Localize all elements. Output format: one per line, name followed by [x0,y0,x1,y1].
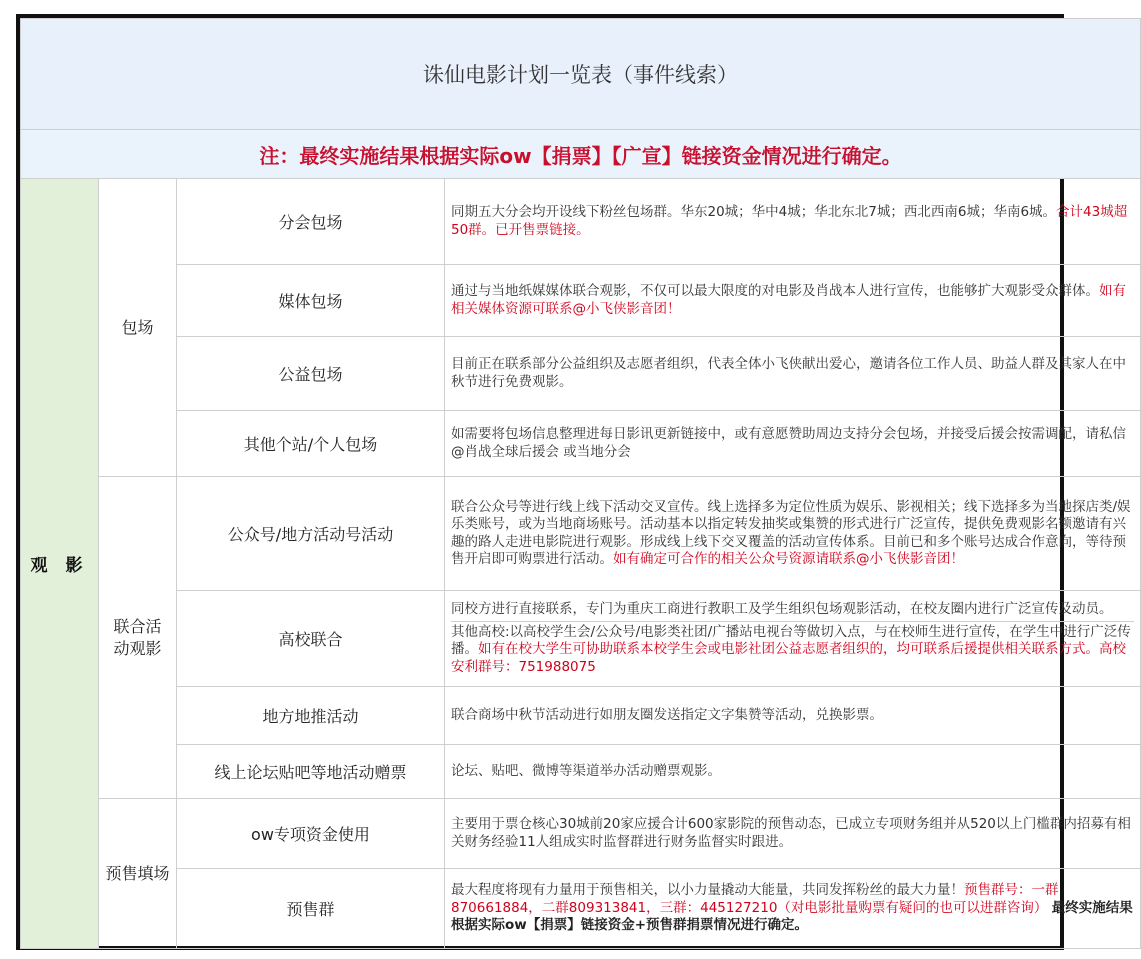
item-desc [445,799,1141,869]
desc-text: 同校方进行直接联系，专门为重庆工商进行教职工及学生组织包场观影活动，在校友圈内进行广泛宣传及动员。 [451,601,1134,622]
item-name: 其他个站/个人包场 [177,411,445,477]
desc-highlight: 预售群号：一群 870661884，二群809313841，三群：445127210（对电影批量购票有疑问的也可以进群咨询） [451,882,1059,916]
desc-highlight: 如有在校大学生可协助联系本校学生会或电影社团公益志愿者组织的，均可联系后援提供相关联系方式。高校安利群号：751988075 [451,641,1126,675]
item-name: 线上论坛贴吧等地活动赠票 [177,745,445,799]
item-desc [445,477,1141,591]
item-name: 公益包场 [177,337,445,411]
item-desc [445,179,1141,265]
desc-strong: 最终实施结果根据实际ow【捐票】链接资金+预售群捐票情况进行确定。 [451,899,1133,934]
desc-text: 论坛、贴吧、微博等渠道举办活动赠票观影。 [451,762,721,779]
desc-text: 通过与当地纸媒媒体联合观影，不仅可以最大限度的对电影及肖战本人进行宣传，也能够扩大观影受众群体。 [451,283,1099,299]
item-name: 地方地推活动 [177,687,445,745]
item-desc [445,265,1141,337]
item-desc [445,411,1141,477]
item-name: 公众号/地方活动号活动 [177,477,445,591]
group-label-line: 联合活 [113,616,162,636]
table-row [21,337,1141,411]
item-name: 分会包场 [177,179,445,265]
table-row [21,411,1141,477]
group-label [99,477,177,799]
table-row [21,687,1141,745]
desc-text: 同期五大分会均开设线下粉丝包场群。华东20城；华中4城；华北东北7城；西北西南6城；华南6城。 [451,204,1057,220]
table-row [21,265,1141,337]
group-label: 包场 [99,179,177,477]
table-row [21,179,1141,265]
item-desc [445,591,1141,687]
item-name: 预售群 [177,869,445,949]
desc-text: 联合公众号等进行线上线下活动交叉宣传。线上选择多为定位性质为娱乐、影视相关；线下选择多为当地探店类/娱乐类账号，或为当地商场账号。活动基本以指定转发抽奖或集赞的形式进行广泛宣传，提供免费观影名额邀请有兴趣的路人走进电影院进行观影。形成线上线下交叉覆盖的活动宣传体系。目前已和多个账号达成合作意向，等待预售开启即可购票进行活动。 [451,498,1131,567]
item-desc [445,337,1141,411]
table-row [21,591,1141,687]
item-desc [445,745,1141,799]
note-banner: 注：最终实施结果根据实际ow【捐票】【广宣】链接资金情况进行确定。 [21,130,1141,179]
desc-text: 目前正在联系部分公益组织及志愿者组织，代表全体小飞侠献出爱心，邀请各位工作人员、助益人群及其家人在中秋节进行免费观影。 [451,356,1126,390]
desc-text-2: 其他高校:以高校学生会/公众号/电影类社团/广播站电视台等做切入点，与在校师生进行宣传，在学生中进行广泛传播。 [451,623,1131,657]
document-frame [16,14,1133,950]
table-row [21,745,1141,799]
item-desc [445,687,1141,745]
item-name: 高校联合 [177,591,445,687]
desc-text: 主要用于票仓核心30城前20家应援合计600家影院的预售动态，已成立专项财务组并从520以上门槛群内招募有相关财务经验11人组成实时监督群进行财务监督实时跟进。 [451,816,1131,850]
plan-table [20,18,1141,949]
item-name: 媒体包场 [177,265,445,337]
group-label: 预售填场 [99,799,177,949]
item-name: ow专项资金使用 [177,799,445,869]
group-label-line: 动观影 [113,638,162,658]
note-row [21,130,1141,179]
desc-text: 联合商场中秋节活动进行如朋友圈发送指定文字集赞等活动，兑换影票。 [451,706,883,723]
desc-highlight: 合计43城超50群。已开售票链接。 [451,204,1128,238]
desc-highlight: 如有确定可合作的相关公众号资源请联系@小飞侠影音团！ [613,551,964,567]
table-row [21,477,1141,591]
desc-text: 最大程度将现有力量用于预售相关，以小力量撬动大能量，共同发挥粉丝的最大力量！ [451,882,964,899]
table-row [21,799,1141,869]
title-row [21,19,1141,130]
item-desc [445,869,1141,949]
desc-text: 如需要将包场信息整理进每日影讯更新链接中，或有意愿赞助周边支持分会包场，并接受后援会按需调配，请私信@肖战全球后援会 或当地分会 [451,426,1126,460]
desc-highlight: 如有相关媒体资源可联系@小飞侠影音团！ [451,283,1126,317]
page-title: 诛仙电影计划一览表（事件线索） [21,19,1141,130]
table-row [21,869,1141,949]
category-cell: 观 影 [21,179,99,949]
